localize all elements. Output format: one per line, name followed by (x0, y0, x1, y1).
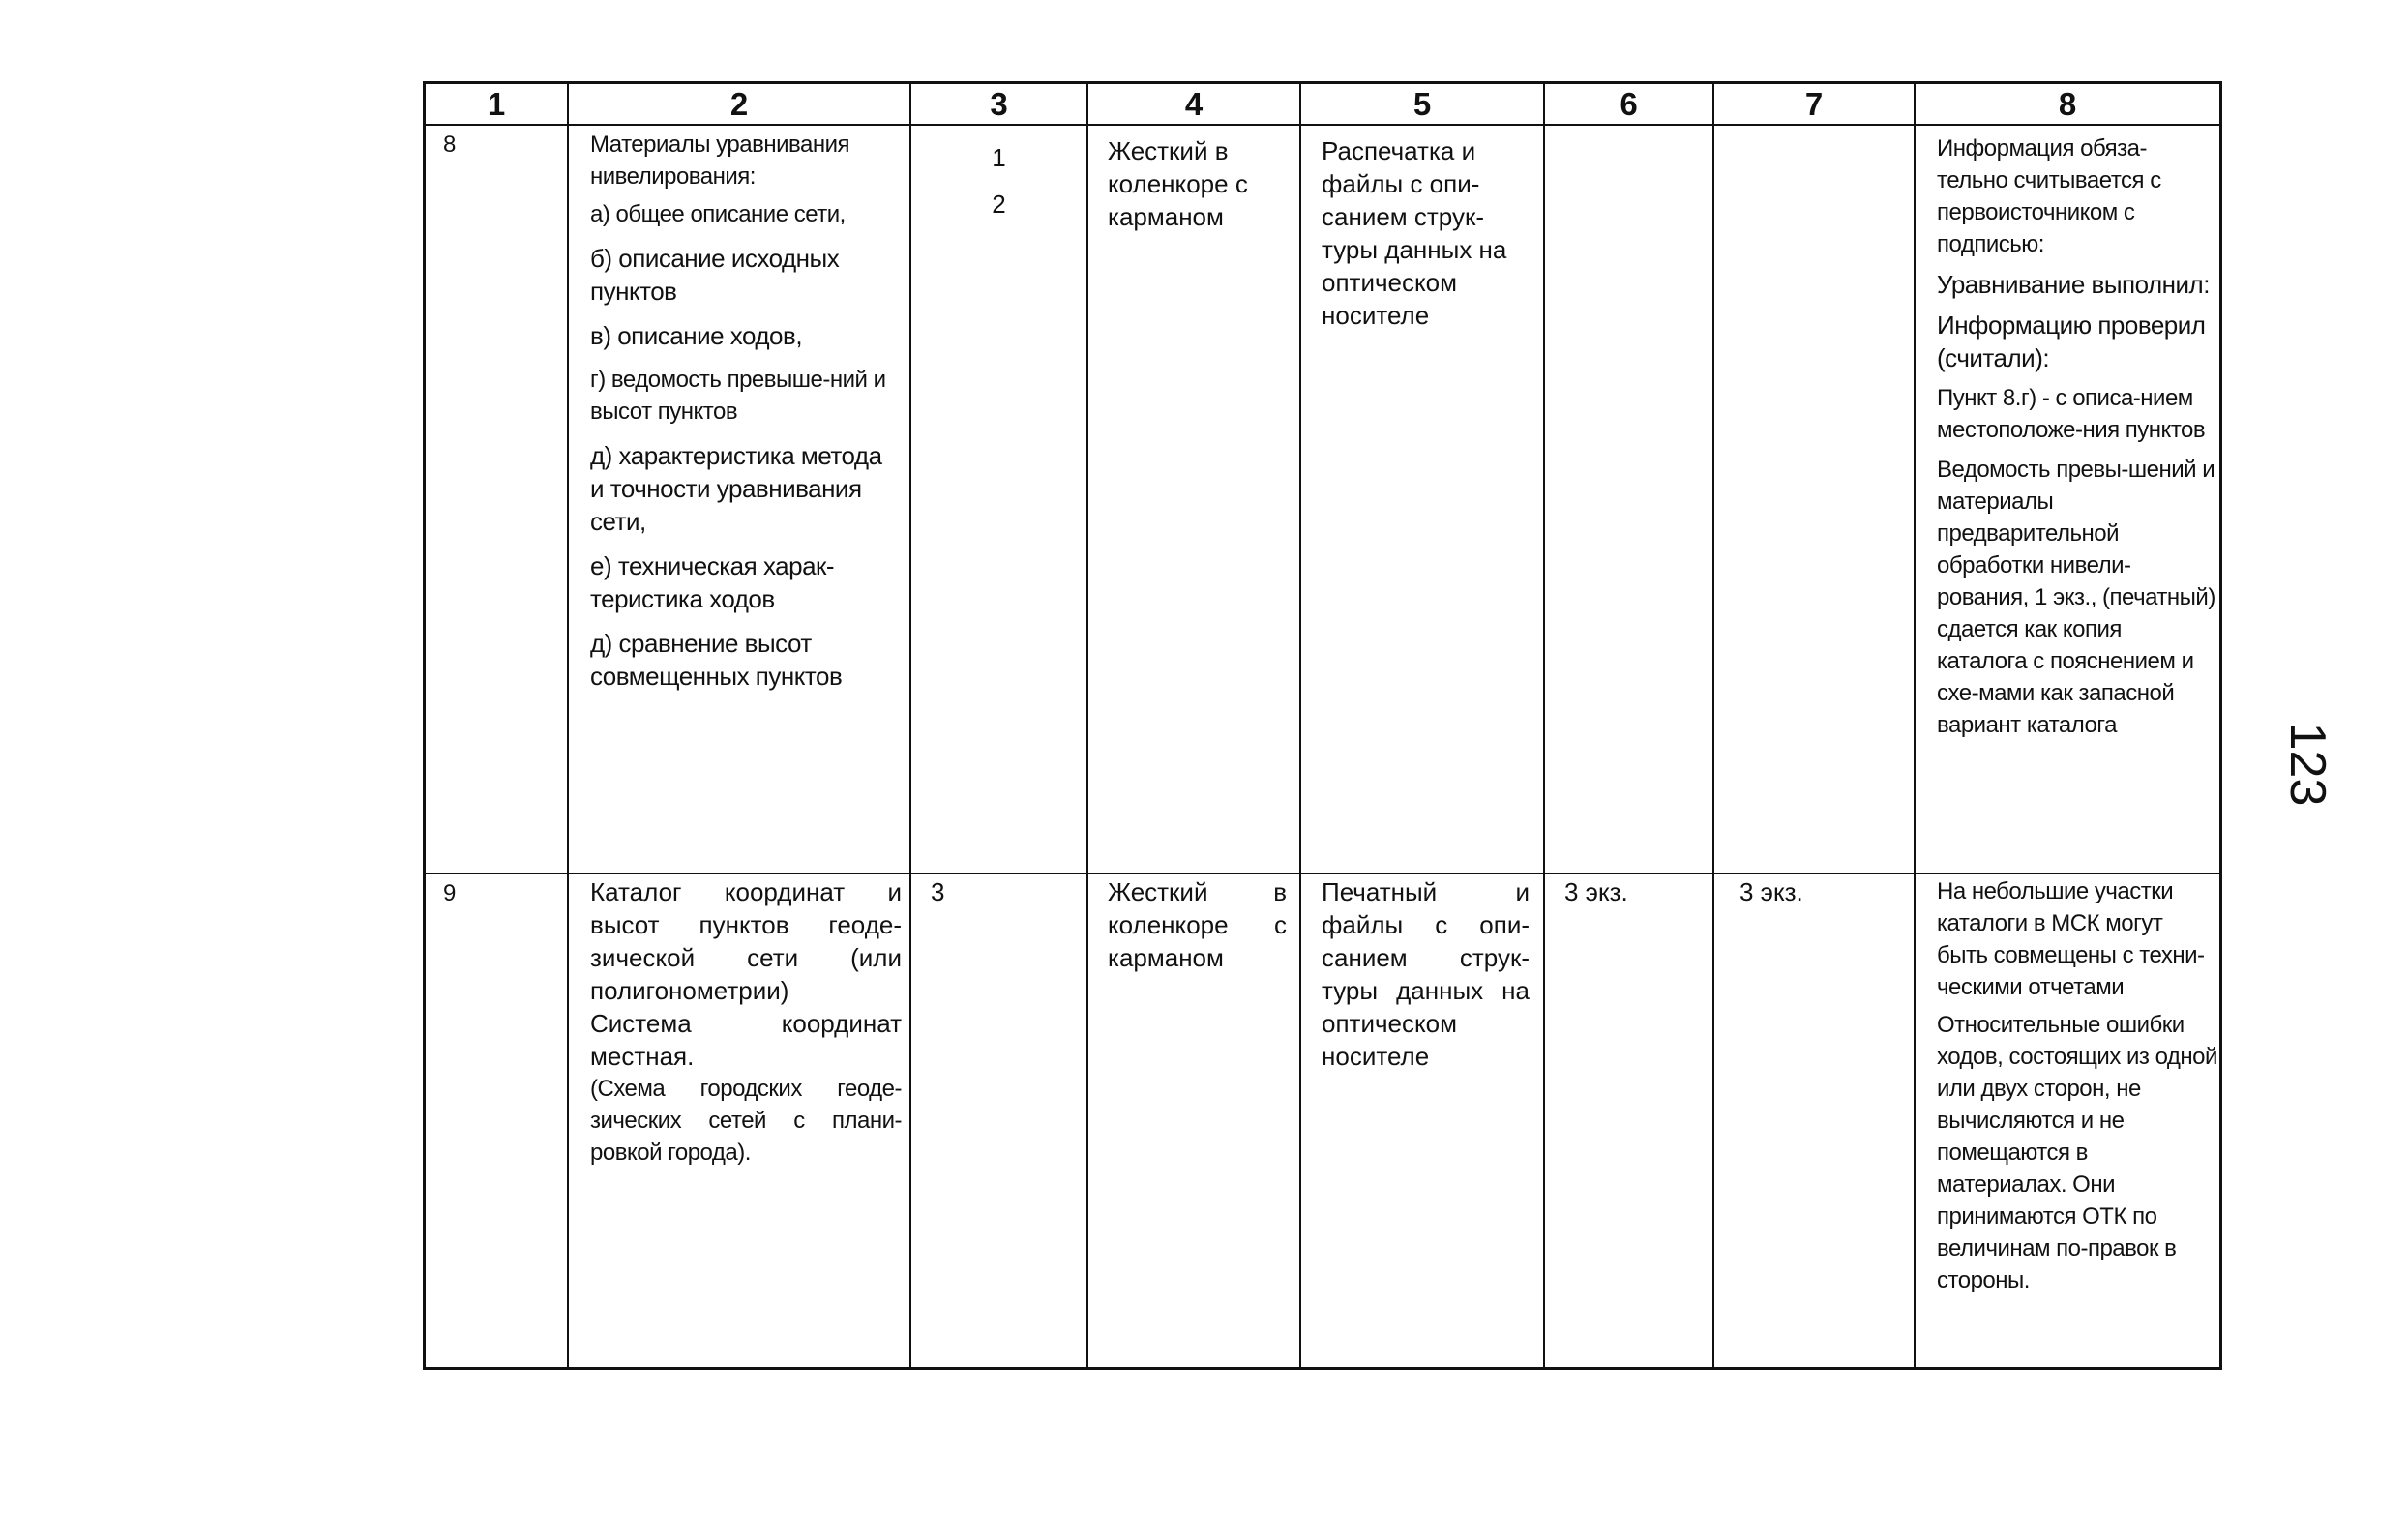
row-8-note: Информацию проверил (считали): (1937, 311, 2206, 372)
row-9-number: 9 (443, 880, 457, 906)
row-8-note: Информация обяза-тельно считывается с первоисточником с подписью: (1937, 135, 2161, 257)
column-divider (1299, 84, 1301, 1367)
row-8-binding: Жесткий в коленкоре с карманом (1108, 136, 1248, 231)
header-col-5: 5 (1412, 85, 1432, 122)
header-col-6: 6 (1620, 85, 1638, 122)
column-divider (1086, 84, 1088, 1367)
column-divider (1543, 84, 1545, 1367)
row-8-description (590, 129, 902, 704)
row-8-notes (1937, 133, 2217, 741)
row-9-binding: Жесткий в коленкоре с карманом (1108, 877, 1287, 972)
row-9-desc-line: Каталог координат и высот пунктов геоде-зической сети (или полигонометрии) (590, 877, 902, 1005)
column-divider (1914, 84, 1916, 1367)
row-8-desc-line: д) сравнение высот совмещенных пунктов (590, 629, 843, 691)
row-8-desc-line: а) общее описание сети, (590, 201, 846, 227)
row-8-number: 8 (443, 132, 457, 158)
header-col-3: 3 (990, 85, 1008, 122)
row-9-format: Печатный и файлы с опи-санием струк-туры данных на оптическом носителе (1322, 877, 1530, 1071)
header-divider (426, 124, 2219, 126)
row-8-desc-line: Материалы уравнивания нивелирования: (590, 132, 849, 190)
header-col-7: 7 (1804, 85, 1824, 122)
row-9-col7: 3 экз. (1739, 877, 1803, 906)
row-8-note: Уравнивание выполнил: (1937, 270, 2210, 299)
row-9-description (590, 875, 902, 1169)
row-8-copies-line: 1 (992, 143, 1006, 172)
data-table (423, 81, 2222, 1370)
column-divider (909, 84, 911, 1367)
row-8-note: Пункт 8.г) - с описа-нием местоположе-ния пунктов (1937, 385, 2206, 443)
row-8-desc-line: г) ведомость превыше-ний и высот пунктов (590, 367, 886, 425)
row-divider (426, 873, 2219, 874)
header-col-4: 4 (1184, 85, 1204, 122)
row-8-desc-line: д) характеристика метода и точности уравнивания сети, (590, 441, 882, 536)
row-9-col6: 3 экз. (1564, 877, 1628, 906)
row-8-desc-line: в) описание ходов, (590, 321, 803, 350)
page-number: 123 (2279, 722, 2335, 807)
row-8-note: Ведомость превы-шений и материалы предварительной обработки нивели-рования, 1 экз., (печатный) сдается как копия каталога с пояснением и схе-мами как запасной вариант каталога (1937, 457, 2215, 738)
row-9-notes (1937, 875, 2217, 1296)
row-9-note: На небольшие участки каталоги в МСК могут быть совмещены с техни-ческими отчетами (1937, 878, 2205, 1000)
header-col-8: 8 (2058, 85, 2077, 122)
row-8-desc-line: е) техническая харак-теристика ходов (590, 551, 835, 613)
row-8-copies (911, 134, 1086, 227)
column-divider (1712, 84, 1714, 1367)
column-divider (567, 84, 569, 1367)
row-8-copies-line: 2 (992, 190, 1006, 219)
row-8-format: Распечатка и файлы с опи-санием струк-туры данных на оптическом носителе (1322, 136, 1507, 330)
row-9-desc-line: (Схема городских геоде-зических сетей с плани-ровкой города). (590, 1076, 902, 1166)
row-9-note: Относительные ошибки ходов, состоящих из одной или двух сторон, не вычисляются и не помещаются в материалах. Они принимаются ОТК по величинам по-правок в стороны. (1937, 1012, 2217, 1293)
row-9-copies: 3 (931, 877, 945, 906)
row-9-desc-line: Система координат местная. (590, 1009, 902, 1071)
header-col-2: 2 (729, 85, 749, 122)
header-col-1: 1 (487, 85, 506, 122)
row-8-desc-line: б) описание исходных пунктов (590, 244, 840, 306)
